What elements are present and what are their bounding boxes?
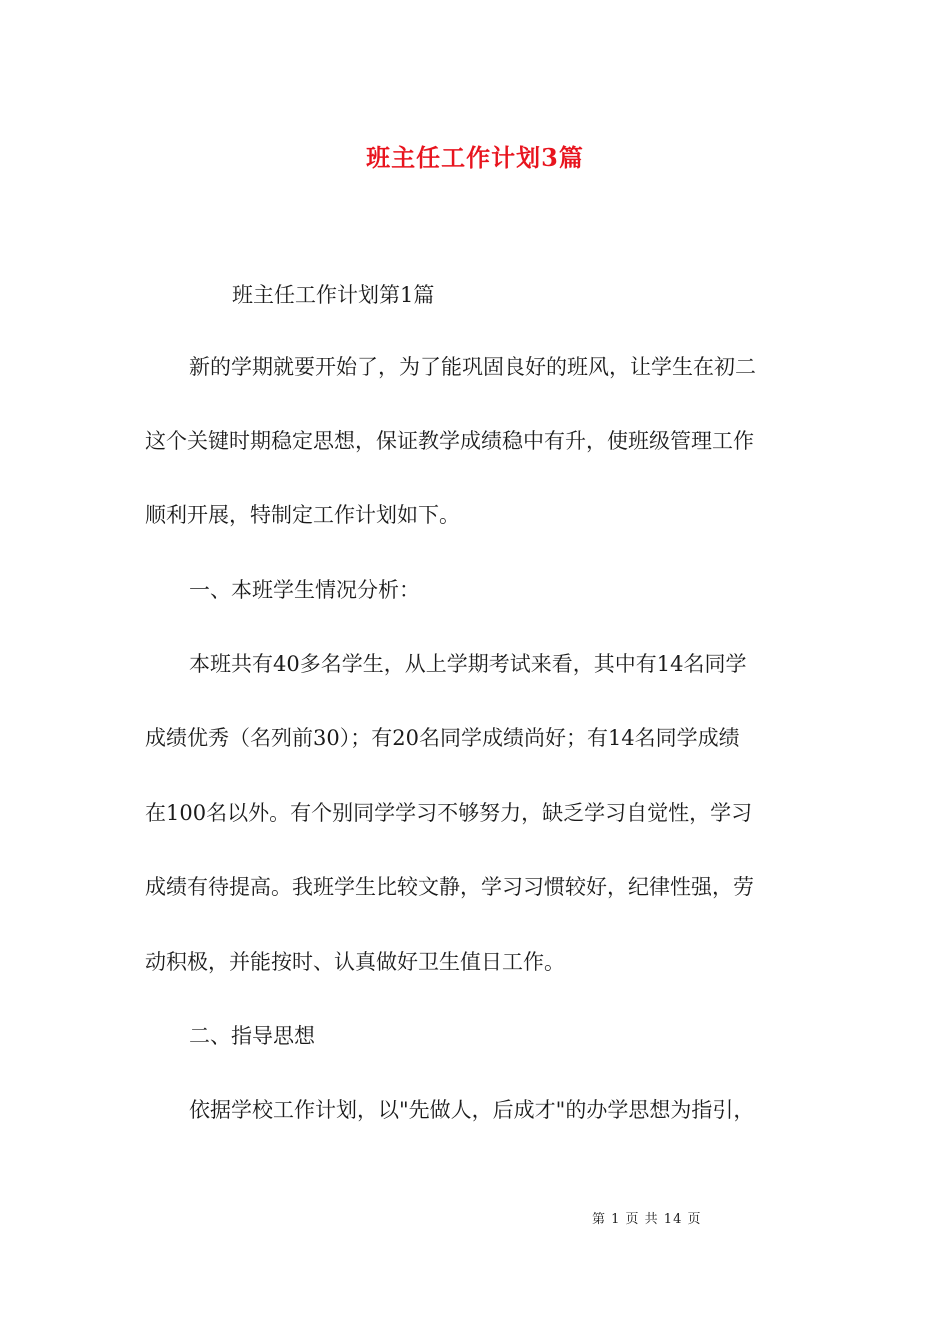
document-title: 班主任工作计划3篇 (366, 143, 584, 172)
paragraph-line: 新的学期就要开始了，为了能巩固良好的班风，让学生在初二 (189, 355, 756, 379)
page-number-footer: 第 1 页 共 14 页 (592, 1212, 702, 1227)
paragraph-line: 这个关键时期稳定思想，保证教学成绩稳中有升，使班级管理工作 (145, 429, 754, 453)
paragraph-line: 顺利开展，特制定工作计划如下。 (145, 503, 460, 527)
paragraph-line: 成绩有待提高。我班学生比较文静，学习习惯较好，纪律性强，劳 (145, 875, 754, 899)
section-heading-analysis: 一、本班学生情况分析： (189, 578, 420, 602)
paragraph-line: 依据学校工作计划，以"先做人，后成才"的办学思想为指引， (189, 1098, 755, 1122)
paragraph-line: 动积极，并能按时、认真做好卫生值日工作。 (145, 950, 565, 974)
paragraph-line: 成绩优秀（名列前30）；有20名同学成绩尚好；有14名同学成绩 (145, 726, 740, 750)
section-heading-guiding-thought: 二、指导思想 (189, 1024, 315, 1048)
paragraph-line: 在100名以外。有个别同学学习不够努力，缺乏学习自觉性，学习 (145, 801, 753, 825)
paragraph-line: 本班共有40多名学生，从上学期考试来看，其中有14名同学 (189, 652, 747, 676)
section-heading-plan-1: 班主任工作计划第1篇 (232, 283, 435, 307)
